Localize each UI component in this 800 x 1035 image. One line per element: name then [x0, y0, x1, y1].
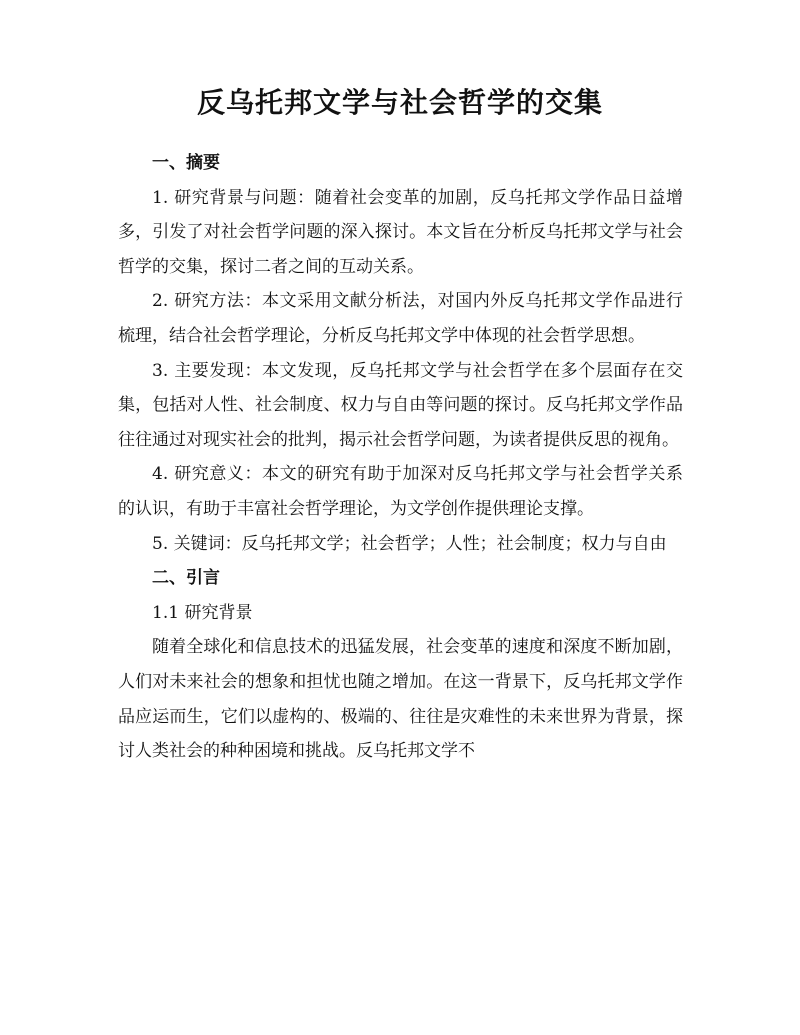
section-heading-abstract: 一、摘要	[152, 153, 220, 173]
abstract-item-keywords: 5. 关键词：反乌托邦文学；社会哲学；人性；社会制度；权力与自由	[152, 533, 667, 554]
subsection-heading-background: 1.1 研究背景	[152, 602, 253, 623]
abstract-item-method: 2. 研究方法：本文采用文献分析法，对国内外反乌托邦文学作品进行梳理，结合社会哲学理论，分析反乌托邦文学中体现的社会哲学思想。	[118, 291, 683, 346]
body-paragraph: 随着全球化和信息技术的迅猛发展，社会变革的速度和深度不断加剧，人们对未来社会的想象和担忧也随之增加。在这一背景下，反乌托邦文学作品应运而生，它们以虚构的、极端的、往往是灾难性的未来世界为背景，探讨人类社会的种种困境和挑战。反乌托邦文学不	[118, 637, 683, 762]
abstract-item-background: 1. 研究背景与问题：随着社会变革的加剧，反乌托邦文学作品日益增多，引发了对社会哲学问题的深入探讨。本文旨在分析反乌托邦文学与社会哲学的交集，探讨二者之间的互动关系。	[118, 187, 683, 277]
document-title: 反乌托邦文学与社会哲学的交集	[196, 86, 603, 119]
section-heading-introduction: 二、引言	[152, 568, 220, 589]
abstract-item-findings: 3. 主要发现：本文发现，反乌托邦文学与社会哲学在多个层面存在交集，包括对人性、社会制度、权力与自由等问题的探讨。反乌托邦文学作品往往通过对现实社会的批判，揭示社会哲学问题，为读者提供反思的视角。	[118, 360, 683, 450]
document-body	[118, 146, 683, 769]
abstract-item-significance: 4. 研究意义：本文的研究有助于加深对反乌托邦文学与社会哲学关系的认识，有助于丰富社会哲学理论，为文学创作提供理论支撑。	[118, 464, 683, 519]
